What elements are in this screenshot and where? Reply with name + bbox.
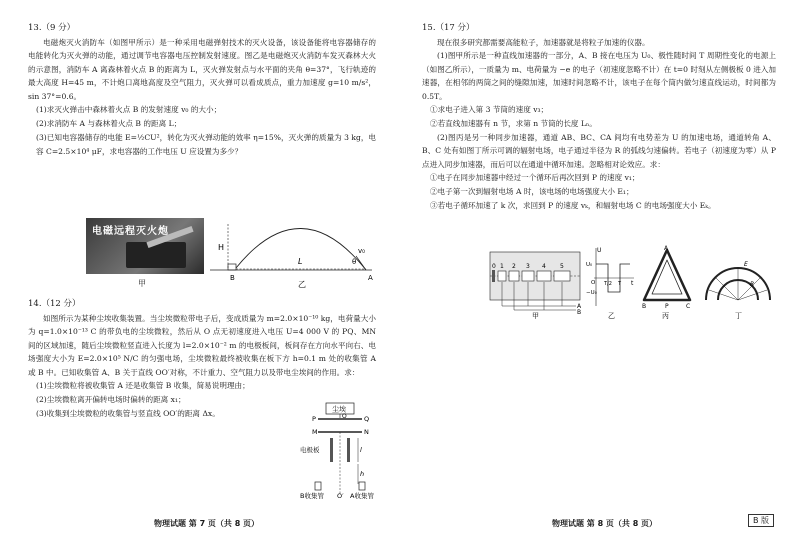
fig-label-ding: 丁 [735,312,742,320]
q15-part2-item-3: ③若电子循环加速了 k 次，求回到 P 的速度 vₖ，和辐射电场 C 的电场强度大小 Eₖ。 [430,201,716,211]
version-badge: B 版 [748,514,774,527]
label-plate: 电极板 [300,446,320,454]
tube-3: 3 [526,263,530,270]
label-B: B [230,274,235,282]
tube-5: 5 [560,263,564,270]
q13-item-1: (1)求灭火弹击中森林着火点 B 的发射速度 v₀ 的大小； [36,105,222,115]
label-B-tube: B收集管 [300,492,324,500]
truck-shape [126,242,186,268]
q13-figure [86,218,376,290]
fig-label-bing: 丙 [662,312,669,320]
fig-label-jia-r: 甲 [532,312,539,320]
q14-item-1: (1)尘埃微粒将被收集管 A 还是收集管 B 收集，简易说明理由； [36,381,250,391]
q14-header: 14.（12 分） [28,299,81,309]
q13-header: 13.（9 分） [28,23,76,33]
label-l: l [360,446,362,454]
footer-page-8: 物理试题 第 8 页（共 8 页） [552,519,658,528]
q14-stem: 如图所示为某种尘埃收集装置。当尘埃微粒带电子后，变成质量为 m=2.0×10⁻¹⁰ kg，电荷量大小为 q=1.0×10⁻¹³ C 的带负电的尘埃微粒，然后从 O 点无初速度进入电压 U=4 000 V 的 PQ、MN 间的区域加速，随后尘埃微粒竖直进入长度为 l=2.0×10⁻² m 的电极板间，板间存在方向水平向右、电场强度大小为 E=2.0×10⁵ N/C 的匀强电场，尘埃微粒最终被收集在板下方 h=0.1 m 处的收集管 A 或 B 中。已知收集管 A、B 关于直线 OO′对称，不计重力、空气阻力以及带电尘埃间的作用。求： [28,314,376,377]
tube-4: 4 [542,263,546,270]
label-h: h [360,470,365,478]
q15-part2-item-2: ②电子第一次到辐射电场 A 时，该电场的电场强度大小 E₁； [430,187,634,197]
label-U: U [597,247,602,254]
q15-header: 15.（17 分） [422,23,475,33]
label-R-arc: R [750,281,755,288]
fig-label-yi: 乙 [298,280,306,289]
tube-0: 0 [492,263,496,270]
tube-2: 2 [512,263,516,270]
q13-stem: 电磁炮灭火消防车（如图甲所示）是一种采用电磁弹射技术的灭火设备，该设备能将电容器储存的电能转化为灭火弹的动能，通过调节电容器电压控制发射速度。图乙是电磁炮灭火消防车发灭森林大火的示意图，消防车 A 离森林着火点 B 的距离为 L，灭火弹发射点与水平面的夹角 θ=37°，飞行轨迹的最大高度 H=45 m，不计炮口离地高度及空气阻力，灭火弹可以看成质点，重力加速度 g=10 m/s²，sin 37°=0.6。 [28,38,376,101]
label-P: P [312,415,316,423]
label-B-acc: B [577,309,582,316]
label-Q: Q [364,415,370,423]
dust-collector-diagram [288,402,388,500]
fig-label-jia: 甲 [138,279,146,288]
label-P-tri: P [665,303,669,310]
q15-part1-item-2: ②若直线加速器有 n 节，求第 n 节筒的长度 Lₙ。 [430,119,597,129]
label-theta: θ [352,258,357,266]
q13-item-2: (2)求消防车 A 与森林着火点 B 的距离 L； [36,119,182,129]
label-L: L [298,257,303,266]
label-Q-tri: B [642,303,647,310]
label-O: O [342,413,347,420]
q13-item-3: (3)已知电容器储存的电能 E=½CU²，转化为灭火弹动能的效率 η=15%，灭火弹的质量为 3 kg，电容 C=2.5×10⁴ μF，求电容器的工作电压 U 应设置为多少？ [36,133,377,157]
label-O-prime: O′ [337,492,344,500]
photo-caption: 电磁远程灭火炮 [92,226,169,237]
label-A-tri: A [664,245,669,252]
linear-accelerator-diagram [488,244,582,320]
q14-item-2: (2)尘埃微粒离开偏转电场时偏转的距离 x₁； [36,395,186,405]
trajectory-diagram [206,218,376,290]
label-H: H [218,243,225,252]
q15-part2: (2)图丙是另一种同步加速器，通道 AB、BC、CA 间均有电势差为 U 的加速电场，通道转角 A、B、C 处有如图丁所示可调的辐射电场，电子通过半径为 R 的弧线匀速偏转。若电子（初速度为零）从 P 点进入同步加速器，而后可以在通道中循环加速。忽略相对论效应。求： [422,133,776,169]
footer-page-7: 物理试题 第 7 页（共 8 页） [154,519,260,528]
label-N: N [364,428,369,436]
label-E-arc: E [744,261,748,268]
q14-item-3: (3)收集到尘埃微粒的收集管与竖直线 OO′的距离 Δx。 [36,409,220,419]
label-M: M [312,428,318,436]
label-dust: 尘埃 [332,405,346,414]
tube-1: 1 [500,263,504,270]
q15-part1: (1)图甲所示是一种直线加速器的一部分，A、B 接在电压为 U₀、极性随时间 T 周期性变化的电源上（如图乙所示），一质量为 m、电荷量为 −e 的电子（初速度忽略不计）在 t=0 时刻从左侧极板 0 进入加速器，在相邻的两筒之间的缝隙加速，加速时间忽略不计，该电子在每个筒内做匀速直线运动，时间都为 0.5T。 [422,51,776,101]
label-v0: v₀ [358,247,365,255]
fire-cannon-photo [86,218,204,274]
label-A-tube: A收集管 [350,492,374,500]
label-U0: U₀ [586,262,593,268]
label-t: t [631,280,634,287]
label-O-graph: O [591,280,596,286]
label-C-tri: C [686,303,691,310]
label-negU0: −U₀ [586,290,597,296]
label-A-acc: A [577,303,582,310]
sync-accelerator-triangle [640,244,694,320]
q15-intro: 现在很多研究都需要高能粒子，加速器就是将粒子加速的仪器。 [437,38,650,47]
label-T2: T/2 [604,281,612,287]
label-T: T [618,281,622,287]
label-A: A [368,274,373,282]
q15-part2-item-1: ①电子在同步加速器中经过一个循环后再次回到 P 的速度 v₁； [430,173,640,183]
fig-label-yi-r: 乙 [608,312,615,320]
q15-part1-item-1: ①求电子进入第 3 节筒的速度 v₃； [430,105,549,115]
square-wave-graph [586,244,636,320]
radial-field-arc [700,244,776,320]
